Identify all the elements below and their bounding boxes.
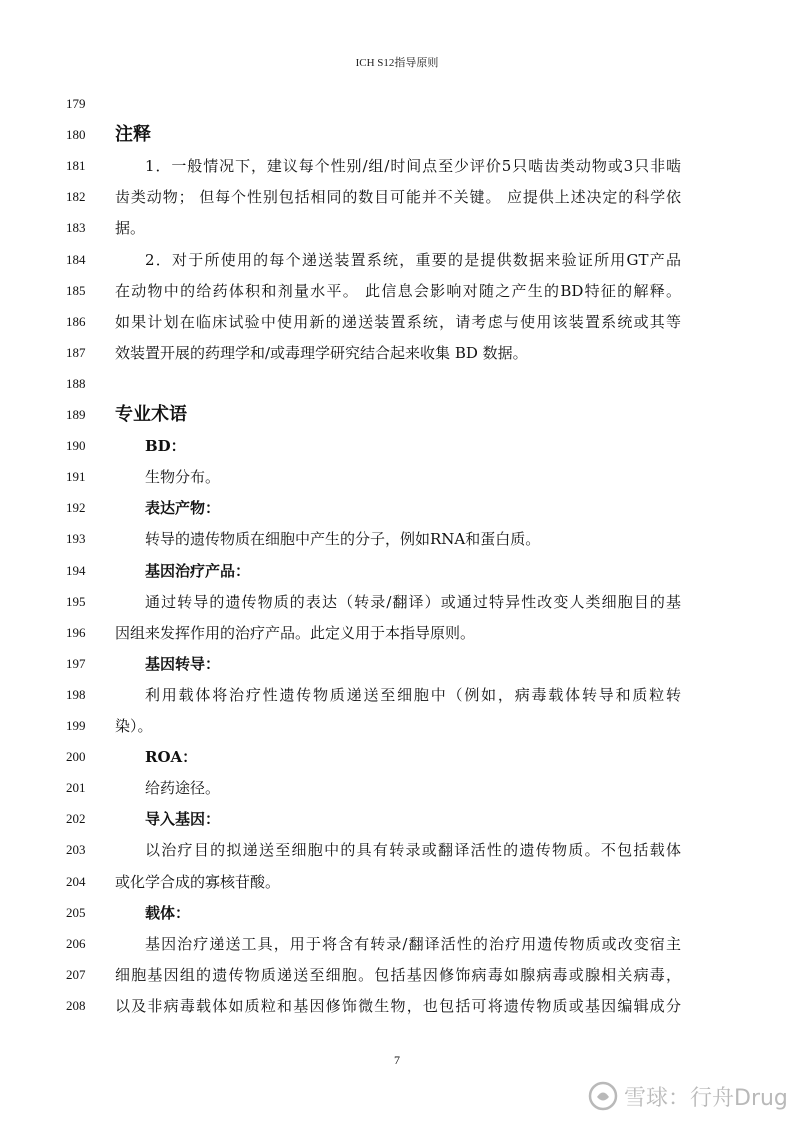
document-line — [0, 369, 794, 399]
document-line — [0, 213, 794, 243]
paragraph-line: 给药途径。 — [145, 779, 221, 798]
line-number: 206 — [66, 935, 86, 951]
line-number: 187 — [66, 344, 86, 360]
glossary-term: 载体： — [145, 903, 191, 922]
glossary-term: 基因转导： — [145, 654, 221, 673]
paragraph-line: 细胞基因组的遗传物质递送至细胞。包括基因修饰病毒如腺病毒或腺相关病毒， — [115, 965, 681, 984]
line-number: 190 — [66, 438, 86, 454]
document-line — [0, 960, 794, 990]
document-line — [0, 462, 794, 492]
document-line — [0, 245, 794, 275]
document-line — [0, 898, 794, 928]
line-number: 195 — [66, 593, 86, 609]
document-line — [0, 89, 794, 119]
line-number: 202 — [66, 811, 86, 827]
document-line — [0, 773, 794, 803]
document-line — [0, 400, 794, 430]
line-number: 182 — [66, 189, 86, 205]
line-number: 194 — [66, 562, 86, 578]
glossary-term: 导入基因： — [145, 810, 221, 829]
document-line — [0, 742, 794, 772]
line-number: 192 — [66, 500, 86, 516]
paragraph-line: 效装置开展的药理学和/或毒理学研究结合起来收集 BD 数据。 — [115, 343, 528, 362]
paragraph-line: 以及非病毒载体如质粒和基因修饰微生物，也包括可将遗传物质或基因编辑成分 — [115, 996, 681, 1015]
line-number: 197 — [66, 655, 86, 671]
document-line — [0, 120, 794, 150]
document-line — [0, 431, 794, 461]
line-number: 204 — [66, 873, 86, 889]
document-line — [0, 711, 794, 741]
document-line — [0, 338, 794, 368]
page-number: 7 — [394, 1053, 400, 1067]
line-number: 185 — [66, 282, 86, 298]
line-number: 199 — [66, 718, 86, 733]
line-number: 201 — [66, 780, 86, 796]
paragraph-line: 在动物中的给药体积和剂量水平。 此信息会影响对随之产生的BD特征的解释。 — [115, 281, 681, 300]
document-line — [0, 649, 794, 679]
line-number: 203 — [66, 842, 86, 858]
document-line — [0, 867, 794, 897]
document-line — [0, 835, 794, 865]
paragraph-line: 或化学合成的寡核苷酸。 — [115, 872, 281, 891]
paragraph-line: 染）。 — [115, 717, 153, 735]
document-line — [0, 276, 794, 306]
paragraph-line: 如果计划在临床试验中使用新的递送装置系统，请考虑与使用该装置系统或其等 — [115, 312, 681, 331]
document-line — [0, 556, 794, 586]
paragraph-line: 利用载体将治疗性遗传物质递送至细胞中（例如，病毒载体转导和质粒转 — [145, 685, 681, 704]
glossary-term: 表达产物： — [145, 499, 221, 518]
glossary-term: BD： — [145, 437, 186, 456]
line-number: 196 — [66, 624, 86, 640]
section-heading: 专业术语 — [115, 404, 187, 425]
line-number: 184 — [66, 251, 86, 267]
line-number: 200 — [66, 749, 86, 765]
paragraph-line: 以治疗目的拟递送至细胞中的具有转录或翻译活性的遗传物质。不包括载体 — [145, 841, 681, 860]
line-number: 189 — [66, 407, 86, 422]
line-number: 193 — [66, 531, 86, 547]
document-line — [0, 493, 794, 523]
paragraph-line: 通过转导的遗传物质的表达（转录/翻译）或通过特异性改变人类细胞目的基 — [145, 592, 681, 611]
document-line — [0, 524, 794, 554]
paragraph-line: 齿类动物； 但每个性别包括相同的数目可能并不关键。 应提供上述决定的科学依 — [115, 188, 681, 207]
line-number: 180 — [66, 127, 86, 143]
line-number: 183 — [66, 220, 86, 236]
running-header: ICH S12指导原则 — [355, 57, 439, 69]
paragraph-line: 基因治疗递送工具，用于将含有转录/翻译活性的治疗用遗传物质或改变宿主 — [145, 934, 681, 953]
paragraph-line: 生物分布。 — [145, 468, 221, 487]
document-line — [0, 991, 794, 1021]
document-line — [0, 307, 794, 337]
line-number: 205 — [66, 904, 86, 920]
line-number: 179 — [66, 96, 86, 111]
document-line — [0, 182, 794, 212]
document-line — [0, 618, 794, 648]
paragraph-line: 因组来发挥作用的治疗产品。此定义用于本指导原则。 — [115, 623, 476, 642]
paragraph-line: 转导的遗传物质在细胞中产生的分子，例如RNA和蛋白质。 — [145, 530, 541, 549]
line-number: 186 — [66, 313, 86, 329]
watermark-text: 雪球：行舟Drug — [624, 1085, 788, 1111]
paragraph-line: 据。 — [115, 219, 146, 238]
line-number: 191 — [66, 469, 86, 485]
document-line — [0, 804, 794, 834]
watermark — [588, 1076, 788, 1116]
paragraph-line: 2．对于所使用的每个递送装置系统，重要的是提供数据来验证所用GT产品 — [145, 250, 681, 269]
snowball-logo-icon — [588, 1081, 618, 1111]
document-line — [0, 151, 794, 181]
document-line — [0, 587, 794, 617]
glossary-term: ROA： — [145, 748, 198, 767]
line-number: 208 — [66, 997, 86, 1013]
line-number: 188 — [66, 375, 86, 391]
paragraph-line: 1．一般情况下，建议每个性别/组/时间点至少评价5只啮齿类动物或3只非啮 — [145, 157, 681, 176]
section-heading: 注释 — [115, 124, 151, 146]
line-number: 198 — [66, 686, 86, 702]
line-number: 181 — [66, 158, 86, 174]
glossary-term: 基因治疗产品： — [145, 561, 251, 580]
document-line — [0, 929, 794, 959]
document-line — [0, 680, 794, 710]
line-number: 207 — [66, 966, 86, 982]
